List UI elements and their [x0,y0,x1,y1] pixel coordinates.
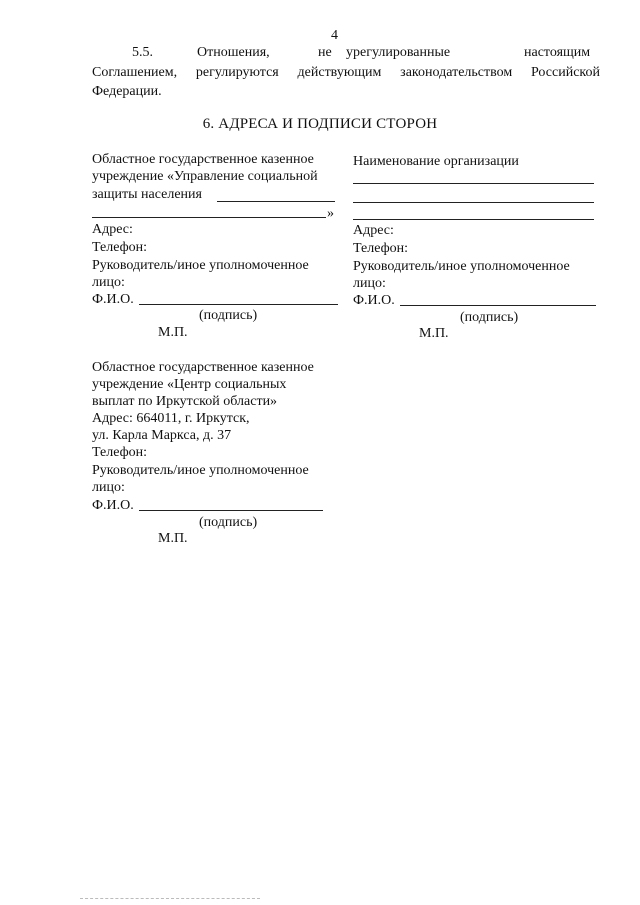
fio-label: Ф.И.О. [92,292,134,307]
fio-signature-line[interactable] [400,305,596,306]
fio-signature-line[interactable] [139,304,338,305]
fio-label: Ф.И.О. [353,293,395,308]
closing-quote: » [327,206,334,221]
clause-line: Федерации. [92,84,162,99]
signature-note: (подпись) [199,308,258,323]
head-label: Руководитель/иное уполномоченное [92,463,309,478]
org-name-blank-2[interactable] [92,217,326,218]
seal-mark: М.П. [158,531,188,546]
org-line: выплат по Иркутской области» [92,394,278,409]
org-name-blank-2[interactable] [353,202,594,203]
page-number: 4 [331,28,338,43]
clause-number: 5.5. [132,45,153,60]
seal-mark: М.П. [419,326,449,341]
address-text: ул. Карла Маркса, д. 37 [92,428,232,443]
head-label: лицо: [92,480,125,495]
signature-note: (подпись) [460,310,519,325]
address-text: Адрес: 664011, г. Иркутск, [92,411,250,426]
org-line: Областное государственное казенное [92,360,314,375]
phone-label: Телефон: [353,241,409,256]
fio-signature-line[interactable] [139,510,323,511]
clause-word: настоящим [524,45,591,60]
signature-note: (подпись) [199,515,258,530]
head-label: Руководитель/иное уполномоченное [92,258,309,273]
head-label: Руководитель/иное уполномоченное [353,259,570,274]
org-line: учреждение «Управление социальной [92,169,318,184]
address-label: Адрес: [92,222,133,237]
org-name-blank-3[interactable] [353,219,594,220]
clause-word: Отношения, [197,45,270,60]
org-line: Областное государственное казенное [92,152,314,167]
fio-label: Ф.И.О. [92,498,134,513]
org-name-blank[interactable] [217,201,335,202]
org-line: защиты населения [92,187,202,202]
address-label: Адрес: [353,223,394,238]
seal-mark: М.П. [158,325,188,340]
phone-label: Телефон: [92,240,148,255]
phone-label: Телефон: [92,445,148,460]
clause-line: Соглашением, регулируются действующим законодательством Российской [92,65,600,80]
org-name-label: Наименование организации [353,154,519,169]
section-title: 6. АДРЕСА И ПОДПИСИ СТОРОН [202,116,438,132]
scan-edge-divider [80,898,260,899]
clause-word: не [318,45,332,60]
org-line: учреждение «Центр социальных [92,377,287,392]
head-label: лицо: [92,275,125,290]
head-label: лицо: [353,276,386,291]
clause-word: урегулированные [346,45,451,60]
org-name-blank[interactable] [353,183,594,184]
